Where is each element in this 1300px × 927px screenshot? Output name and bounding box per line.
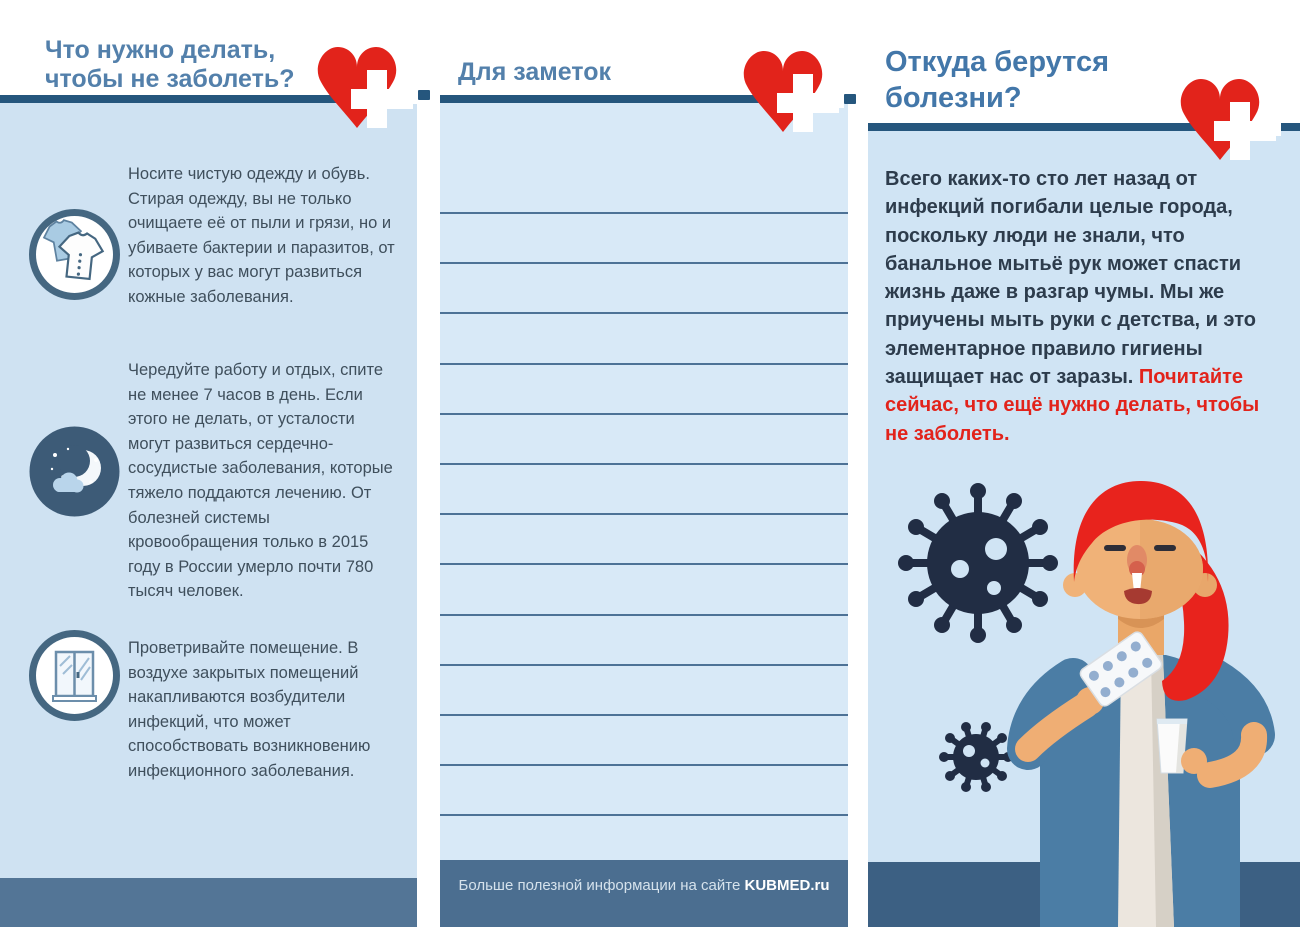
- note-line: [440, 312, 848, 314]
- clothes-icon: [27, 207, 122, 302]
- footer-text: Больше полезной информации на сайте: [458, 877, 741, 894]
- note-line: [440, 764, 848, 766]
- note-line: [440, 262, 848, 264]
- panel-disease-origin: [868, 0, 1300, 927]
- note-line: [440, 513, 848, 515]
- title-line: чтобы не заболеть?: [45, 65, 295, 93]
- disease-origin-paragraph: [885, 165, 1287, 448]
- prevention-item-text: Носите чистую одежду и обувь. Стирая одежду, вы не только очищаете её от пыли и грязи, но и убиваете бактерии и паразитов, от которых у вас могут развиться кожные заболевания.: [128, 165, 395, 306]
- note-line: [440, 563, 848, 565]
- panel-notes-title: Для заметок: [458, 58, 611, 86]
- note-line: [440, 463, 848, 465]
- sleep-moon-icon: [27, 424, 122, 519]
- note-line: [440, 363, 848, 365]
- sick-woman-illustration: [868, 457, 1300, 927]
- title-line: болезни?: [885, 82, 1022, 114]
- panel-prevention-title: [45, 36, 295, 94]
- footer-site-note: [440, 877, 848, 894]
- title-line: Откуда берутся: [885, 46, 1109, 78]
- note-lines: [440, 103, 848, 860]
- heart-cross-logo-icon: [736, 44, 856, 144]
- panel-footer: [440, 860, 848, 927]
- paragraph-highlight-text: Почитайте сейчас, что ещё нужно делать, чтобы не заболеть.: [885, 366, 1260, 445]
- note-line: [440, 212, 848, 214]
- heart-cross-logo-icon: [1173, 72, 1293, 172]
- prevention-item-text: Проветривайте помещение. В воздухе закрытых помещений накапливаются возбудители инфекций, что может способствовать возникновению инфекционного заболевания.: [128, 639, 371, 780]
- heart-cross-logo-icon: [310, 40, 430, 140]
- panel-prevention-body: [0, 103, 417, 878]
- note-line: [440, 614, 848, 616]
- prevention-item-text: Чередуйте работу и отдых, спите не менее 7 часов в день. Если этого не делать, от усталости могут развиться сердечно-сосудистые заболевания, которые тяжело поддаются лечению. От болезней системы кровообращения только в 2015 году в России умерло почти 780 тысяч человек.: [128, 361, 393, 601]
- note-line: [440, 714, 848, 716]
- note-line: [440, 413, 848, 415]
- window-icon: [27, 628, 122, 723]
- paragraph-text: Всего каких-то сто лет назад от инфекций погибали целые города, поскольку люди не знали, что банальное мытьё рук может спасти жизнь даже в разгар чумы. Мы же приучены мыть руки с детства, и это элементарное правило гигиены защищает нас от заразы.: [885, 168, 1256, 389]
- panel-disease-origin-title: [885, 44, 1109, 116]
- sick-woman-figure: [1028, 481, 1254, 927]
- note-line: [440, 814, 848, 816]
- panel-notes: [440, 0, 848, 927]
- footer-site-name: KUBMED.ru: [744, 877, 830, 894]
- title-line: Что нужно делать,: [45, 36, 276, 64]
- note-line: [440, 664, 848, 666]
- panel-prevention: [0, 0, 417, 927]
- panel-footer: [0, 878, 417, 927]
